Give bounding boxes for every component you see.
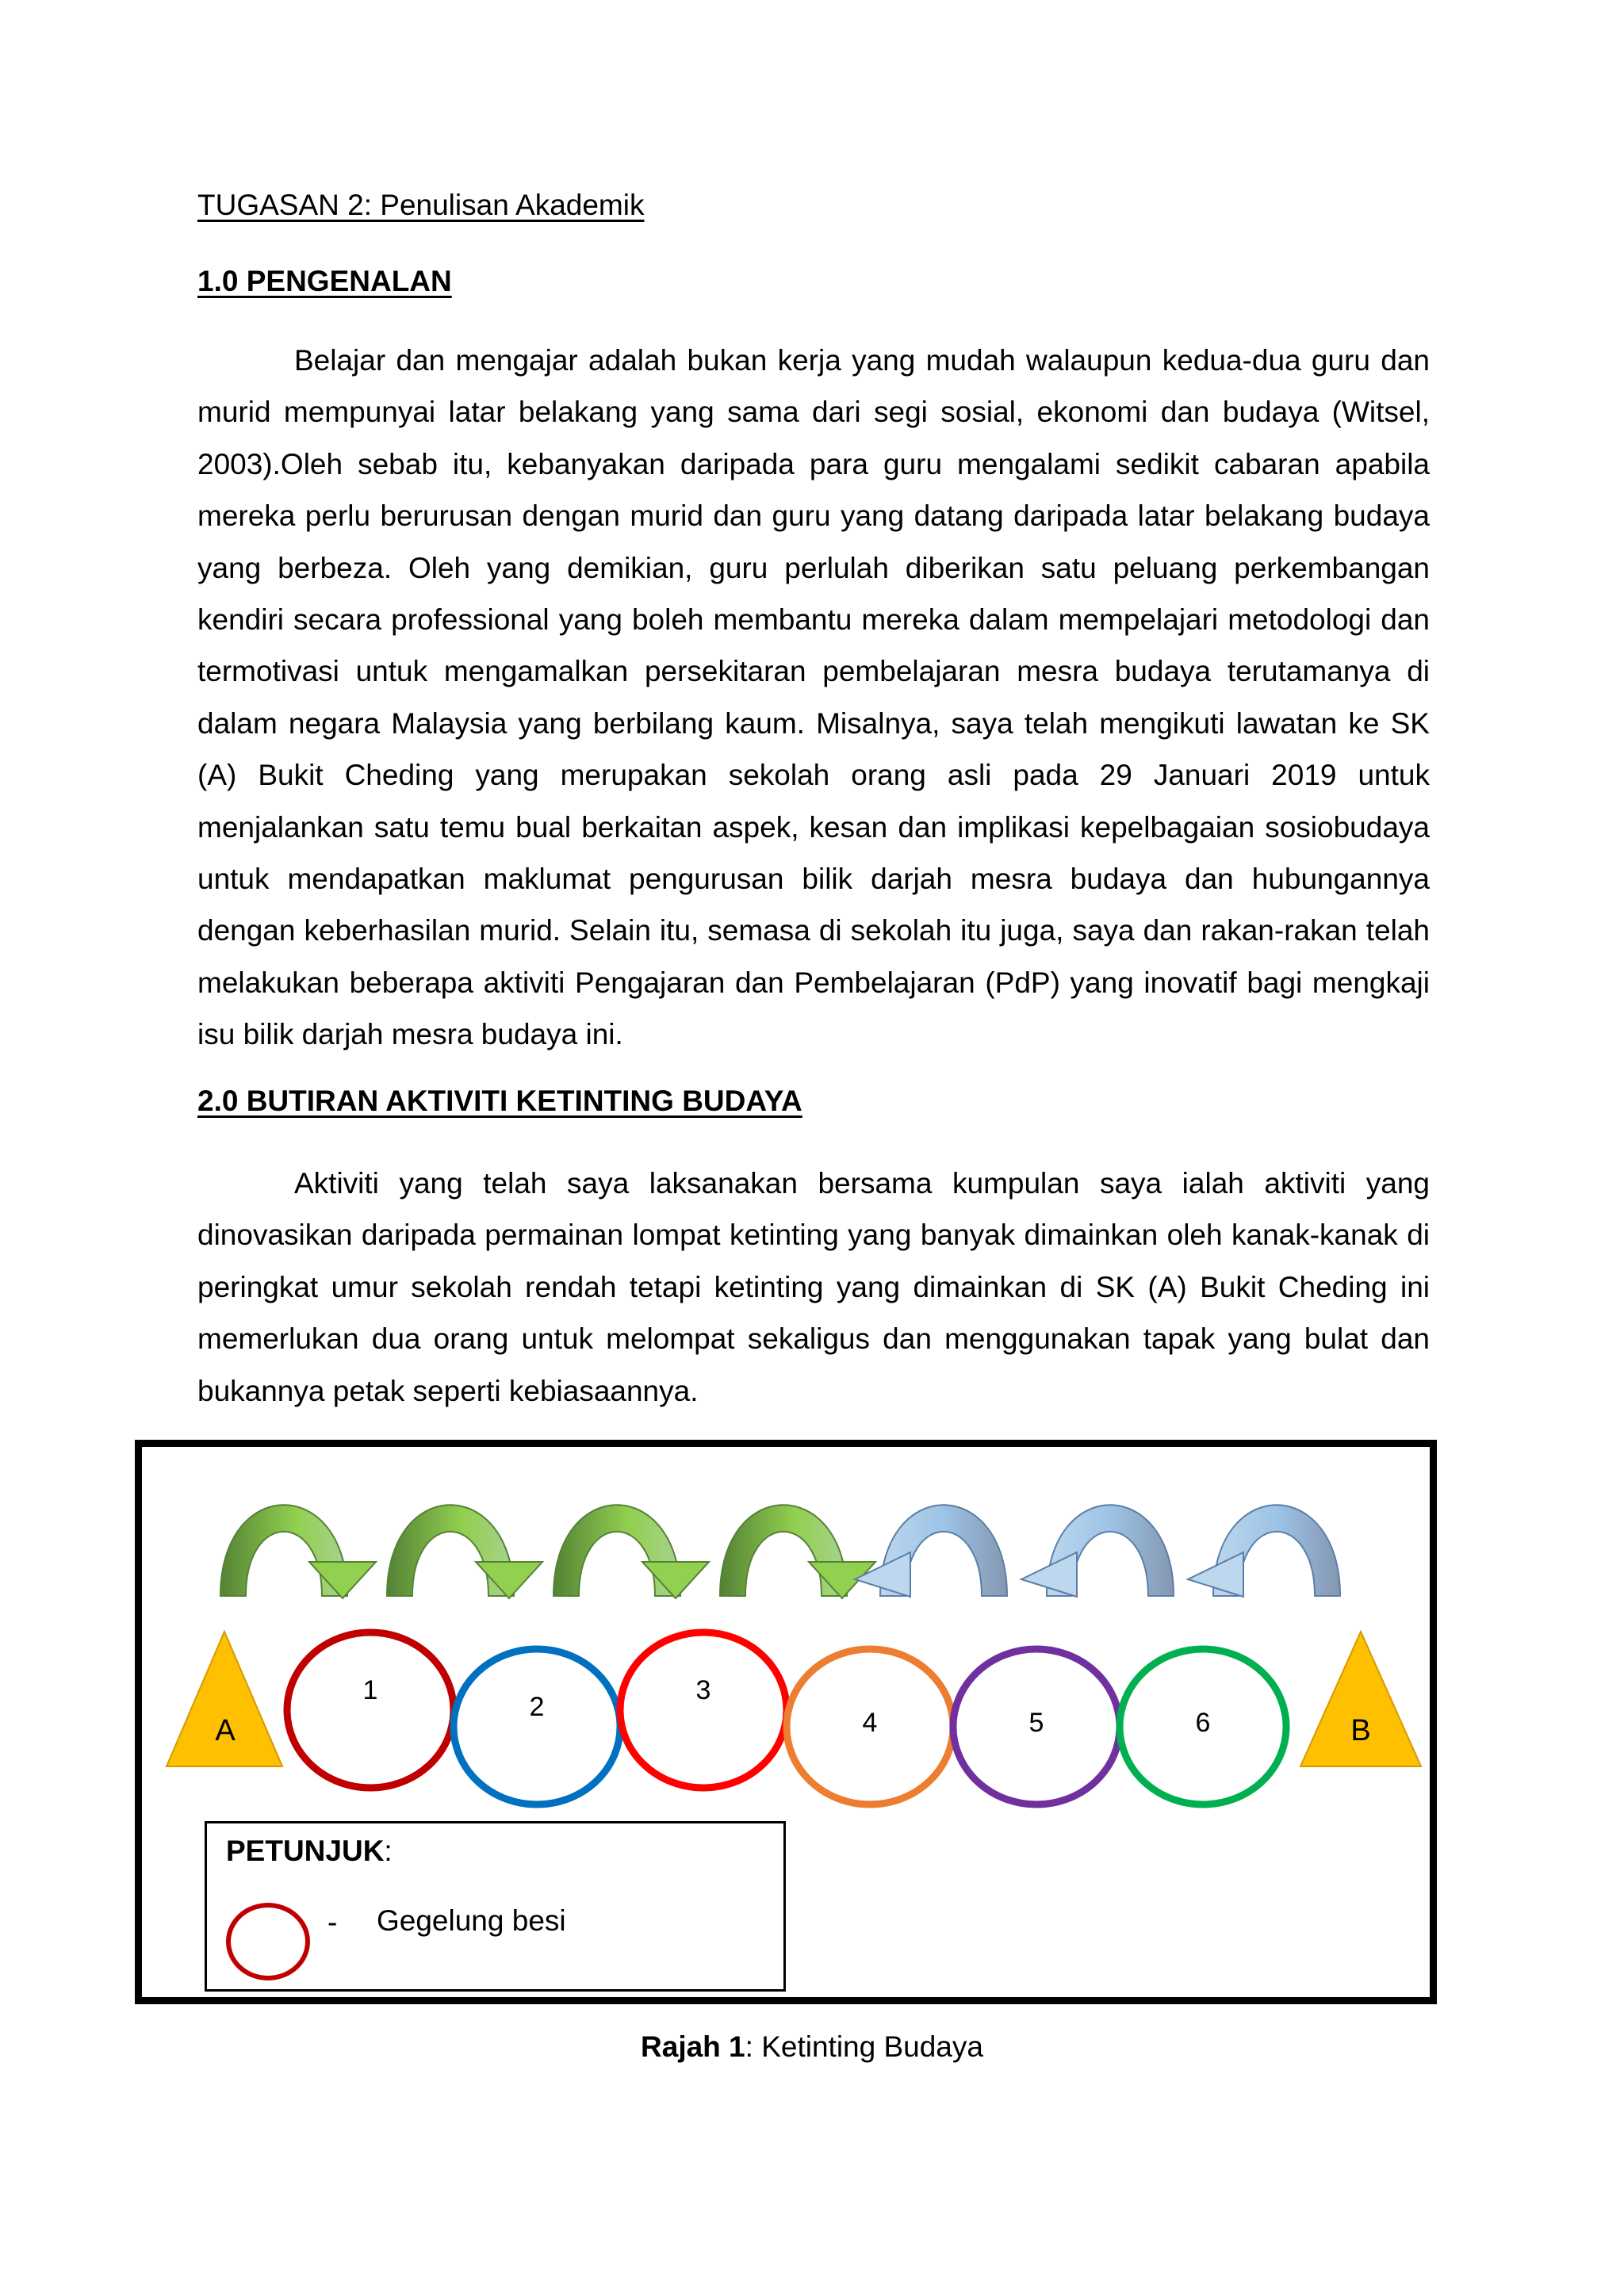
triangle-end-label: B xyxy=(1350,1714,1371,1747)
legend-colon: : xyxy=(384,1835,393,1867)
section-1-heading: 1.0 PENGENALAN xyxy=(197,265,452,297)
backward-arrow-2 xyxy=(1021,1505,1174,1597)
figure-caption xyxy=(0,2030,1624,2064)
forward-arrow-4 xyxy=(720,1505,875,1598)
section-1-paragraph: Belajar dan mengajar adalah bukan kerja yang mudah walaupun kedua-dua guru dan murid mempunyai latar belakang yang sama dari segi sosial, ekonomi dan budaya (Witsel, 2003).Oleh sebab itu, kebanyakan daripada para guru mengalami sedikit cabaran apabila mereka perlu berurusan dengan murid dan guru yang datang daripada latar belakang budaya yang berbeza. Oleh yang demikian, guru perlulah diberikan satu peluang perkembangan kendiri secara professional yang boleh membantu mereka dalam mempelajari metodologi dan termotivasi untuk mengamalkan persekitaran pembelajaran mesra budaya terutamanya di dalam negara Malaysia yang berbilang kaum. Misalnya, saya telah mengikuti lawatan ke SK (A) Bukit Cheding yang merupakan sekolah orang asli pada 29 Januari 2019 untuk menjalankan satu temu bual berkaitan aspek, kesan dan implikasi kepelbagaian sosiobudaya untuk mendapatkan maklumat pengurusan bilik darjah mesra budaya dan hubungannya dengan keberhasilan murid. Selain itu, semasa di sekolah itu juga, saya dan rakan-rakan telah melakukan beberapa aktiviti Pengajaran dan Pembelajaran (PdP) yang inovatif bagi mengkaji isu bilik darjah mesra budaya ini. xyxy=(197,344,1430,1051)
legend-item-text: Gegelung besi xyxy=(377,1904,566,1937)
hoop-circle-2 xyxy=(454,1649,620,1804)
backward-arrow-1 xyxy=(855,1505,1007,1597)
backward-arrow-3 xyxy=(1188,1505,1340,1597)
forward-arrow-2 xyxy=(387,1505,542,1598)
legend-title-text: PETUNJUK xyxy=(226,1835,385,1867)
section-2-heading: 2.0 BUTIRAN AKTIVITI KETINTING BUDAYA xyxy=(197,1085,802,1117)
legend-ring-icon xyxy=(226,1903,310,1980)
hoop-label-6: 6 xyxy=(1195,1708,1211,1738)
figure-caption-text: : Ketinting Budaya xyxy=(745,2030,983,2063)
forward-arrow-1 xyxy=(220,1505,376,1598)
forward-arrow-3 xyxy=(553,1505,709,1598)
legend-dash: - xyxy=(327,1906,338,1938)
section-2-paragraph: Aktiviti yang telah saya laksanakan bersama kumpulan saya ialah aktiviti yang dinovasikan daripada permainan lompat ketinting yang banyak dimainkan oleh kanak-kanak di peringkat umur sekolah rendah tetapi ketinting yang dimainkan di SK (A) Bukit Cheding ini memerlukan dua orang untuk melompat sekaligus dan menggunakan tapak yang bulat dan bukannya petak seperti kebiasaannya. xyxy=(197,1167,1430,1407)
circles-layer xyxy=(287,1632,1286,1804)
hoop-circle-3 xyxy=(620,1632,787,1788)
legend-title xyxy=(226,1835,393,1868)
hoop-label-4: 4 xyxy=(862,1708,878,1738)
hoop-label-5: 5 xyxy=(1028,1708,1044,1738)
arrows-layer xyxy=(220,1505,1340,1598)
hoop-label-1: 1 xyxy=(362,1675,378,1705)
hoop-label-3: 3 xyxy=(695,1675,711,1705)
document-title-text: TUGASAN 2: Penulisan Akademik xyxy=(197,189,645,221)
figure-caption-bold: Rajah 1 xyxy=(641,2030,745,2063)
hoop-circle-1 xyxy=(287,1632,454,1788)
hoop-label-2: 2 xyxy=(529,1692,545,1722)
triangle-start-label: A xyxy=(215,1714,236,1747)
legend-box xyxy=(205,1821,786,1992)
